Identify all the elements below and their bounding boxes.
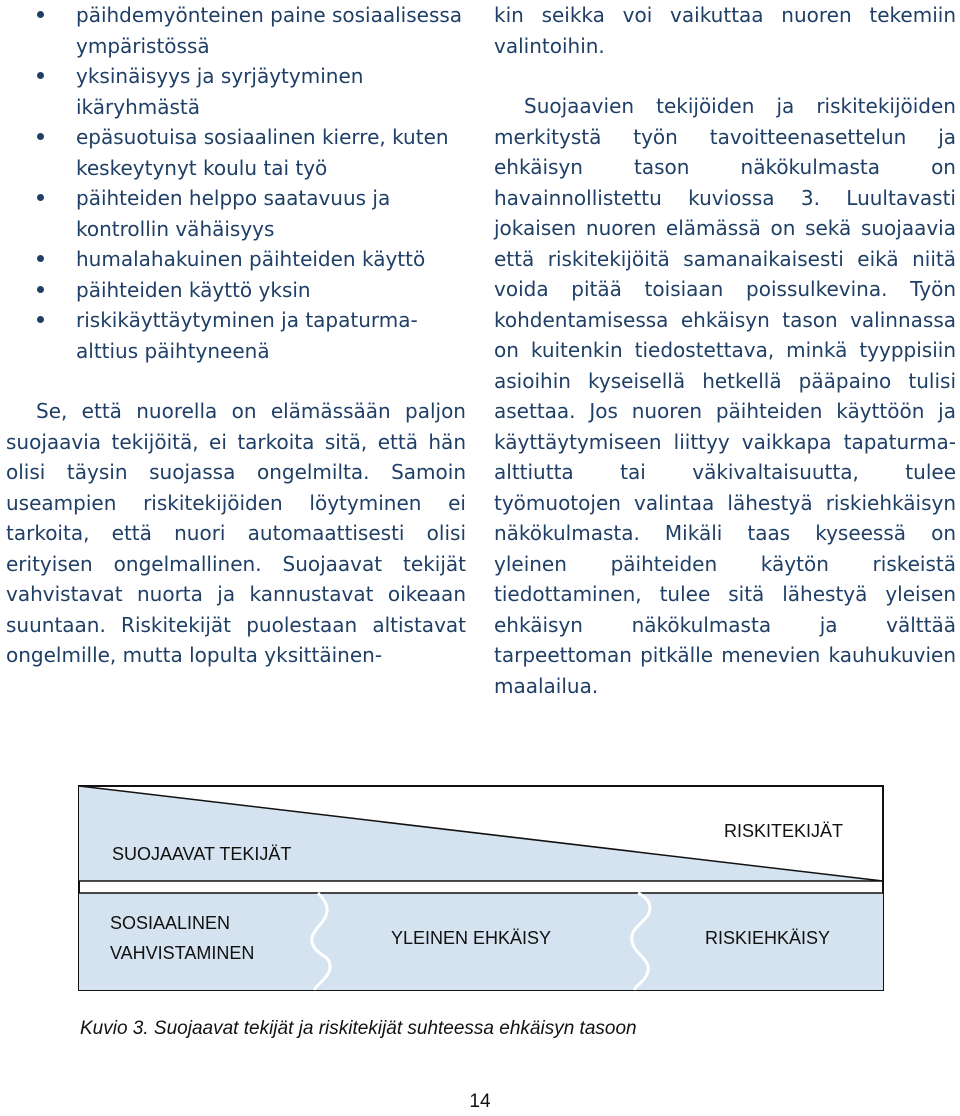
body-paragraph: Suojaavien tekijöiden ja riskitekijöiden merkitystä työn tavoitteenasettelun ja ehkäisyn tason näkökulmasta on havainnollistettu kuviossa 3. Luultavasti jokaisen nuoren elämässä on sekä suojaavia että riskitekijöitä samanaikaisesti eikä niitä voida pitää toisiaan poissulkevina. Työn kohdentamisessa ehkäisyn tason valinnassa on kuitenkin tiedostettava, minkä tyyppisiin asioihin kyseisellä hetkellä pääpaino tulisi asettaa. Jos nuoren päihteiden käyttöön ja käyttäytymiseen liittyy vaikkapa tapaturma-alttiutta tai väkivaltaisuutta, tulee työmuotojen valintaa lähestyä riskiehkäisyn näkökulmasta. Mikäli taas kyseessä on yleinen päihteiden käytön riskeistä tiedottaminen, tulee sitä lähestyä yleisen ehkäisyn näkökulmasta ja välttää tarpeettoman pitkälle menevien kauhukuvien maalailua. [494,94,956,698]
list-item: humalahakuinen päihteiden käyttö [6,244,466,275]
risk-prevention-label: RISKIEHKÄISY [705,928,831,948]
list-item: päihdemyönteinen paine sosiaalisessa ympäristössä [6,0,466,61]
risk-factor-list [6,0,466,366]
general-prevention-label: YLEINEN EHKÄISY [391,928,552,948]
left-column [6,0,466,671]
list-item: riskikäyttäytyminen ja tapaturma-alttius päihtyneenä [6,305,466,366]
paragraph-continuation: kin seikka voi vaikuttaa nuoren tekemiin valintoihin. [494,3,956,58]
body-paragraph: Se, että nuorella on elämässään paljon suojaavia tekijöitä, ei tarkoita sitä, että hän olisi täysin suojassa ongelmilta. Samoin useampien riskitekijöiden löytyminen ei tarkoita, että nuori automaattisesti olisi erityisen ongelmallinen. Suojaavat tekijät vahvistavat nuorta ja kannustavat oikeaan suuntaan. Riskitekijät puolestaan altistavat ongelmille, mutta lopulta yksittäinen- [6,399,466,667]
social-strengthening-label-line1: SOSIAALINEN [110,913,231,933]
right-column [494,0,956,701]
risk-factors-label: RISKITEKIJÄT [724,821,844,841]
prevention-level-figure [78,785,884,991]
list-item: päihteiden käyttö yksin [6,275,466,306]
protective-factors-label: SUOJAAVAT TEKIJÄT [112,844,292,864]
figure-caption: Kuvio 3. Suojaavat tekijät ja riskitekijät suhteessa ehkäisyn tasoon [80,1018,637,1039]
list-item: yksinäisyys ja syrjäytyminen ikäryhmästä [6,61,466,122]
page-number: 14 [469,1091,491,1112]
social-strengthening-label-line2: VAHVISTAMINEN [110,943,255,963]
list-item: epäsuotuisa sosiaalinen kierre, kuten keskeytynyt koulu tai työ [6,122,466,183]
list-item: päihteiden helppo saatavuus ja kontrollin vähäisyys [6,183,466,244]
